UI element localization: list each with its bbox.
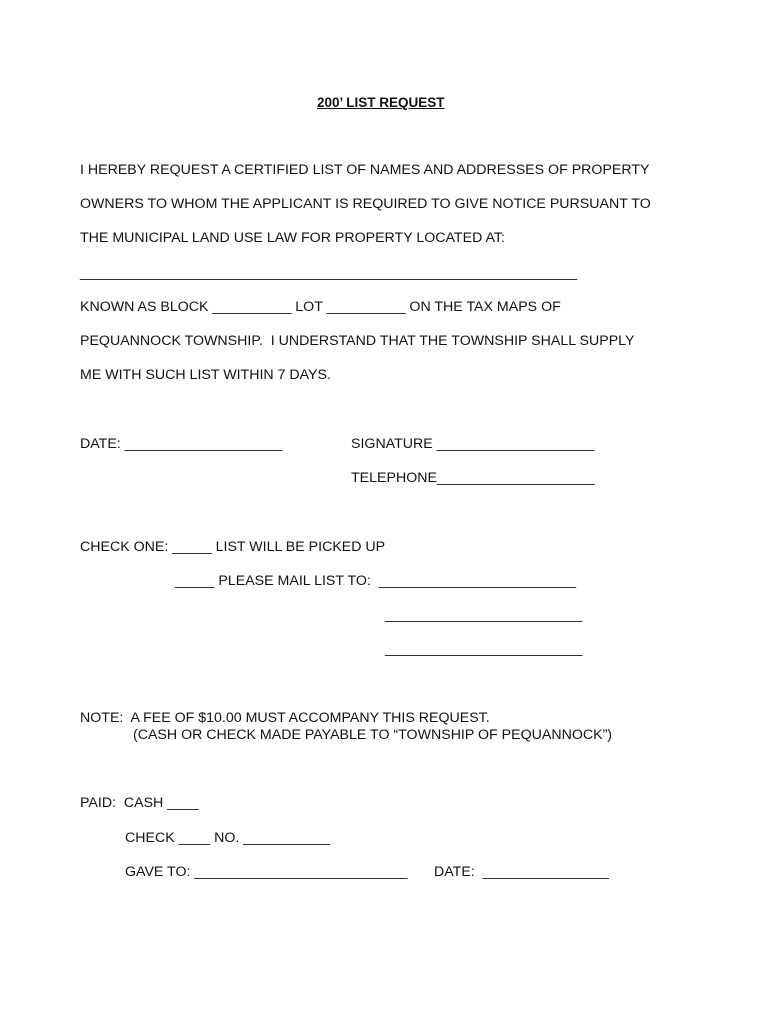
fee-note-payable: (CASH OR CHECK MADE PAYABLE TO “TOWNSHIP OF PEQUANNOCK”) <box>133 727 613 743</box>
mail-address-blank-1[interactable]: _________________________ <box>385 607 583 623</box>
gave-to-field[interactable]: GAVE TO: ___________________________ <box>125 864 408 880</box>
paid-cash[interactable]: PAID: CASH ____ <box>80 795 199 811</box>
mail-address-blank-2[interactable]: _________________________ <box>385 641 583 657</box>
paid-check[interactable]: CHECK ____ NO. ___________ <box>125 830 331 846</box>
page-title: 200’ LIST REQUEST <box>317 95 445 110</box>
mail-option[interactable]: _____ PLEASE MAIL LIST TO: _________________________ <box>175 573 576 589</box>
gave-date-field[interactable]: DATE: ________________ <box>434 864 609 880</box>
date-field[interactable]: DATE: ____________________ <box>80 436 283 452</box>
request-line-3: THE MUNICIPAL LAND USE LAW FOR PROPERTY LOCATED AT: <box>80 230 505 246</box>
request-line-1: I HEREBY REQUEST A CERTIFIED LIST OF NAMES AND ADDRESSES OF PROPERTY <box>80 162 650 178</box>
check-one-pickup[interactable]: CHECK ONE: _____ LIST WILL BE PICKED UP <box>80 539 386 555</box>
signature-field[interactable]: SIGNATURE ____________________ <box>351 436 595 452</box>
supply-line-2: ME WITH SUCH LIST WITHIN 7 DAYS. <box>80 367 331 383</box>
supply-line-1: PEQUANNOCK TOWNSHIP. I UNDERSTAND THAT THE TOWNSHIP SHALL SUPPLY <box>80 333 635 349</box>
location-blank[interactable]: _______________________________________________________________ <box>80 265 578 281</box>
fee-note: NOTE: A FEE OF $10.00 MUST ACCOMPANY THIS REQUEST. <box>80 710 490 726</box>
block-lot-line[interactable]: KNOWN AS BLOCK __________ LOT __________ ON THE TAX MAPS OF <box>80 299 561 315</box>
request-line-2: OWNERS TO WHOM THE APPLICANT IS REQUIRED TO GIVE NOTICE PURSUANT TO <box>80 196 651 212</box>
telephone-field[interactable]: TELEPHONE____________________ <box>351 470 595 486</box>
